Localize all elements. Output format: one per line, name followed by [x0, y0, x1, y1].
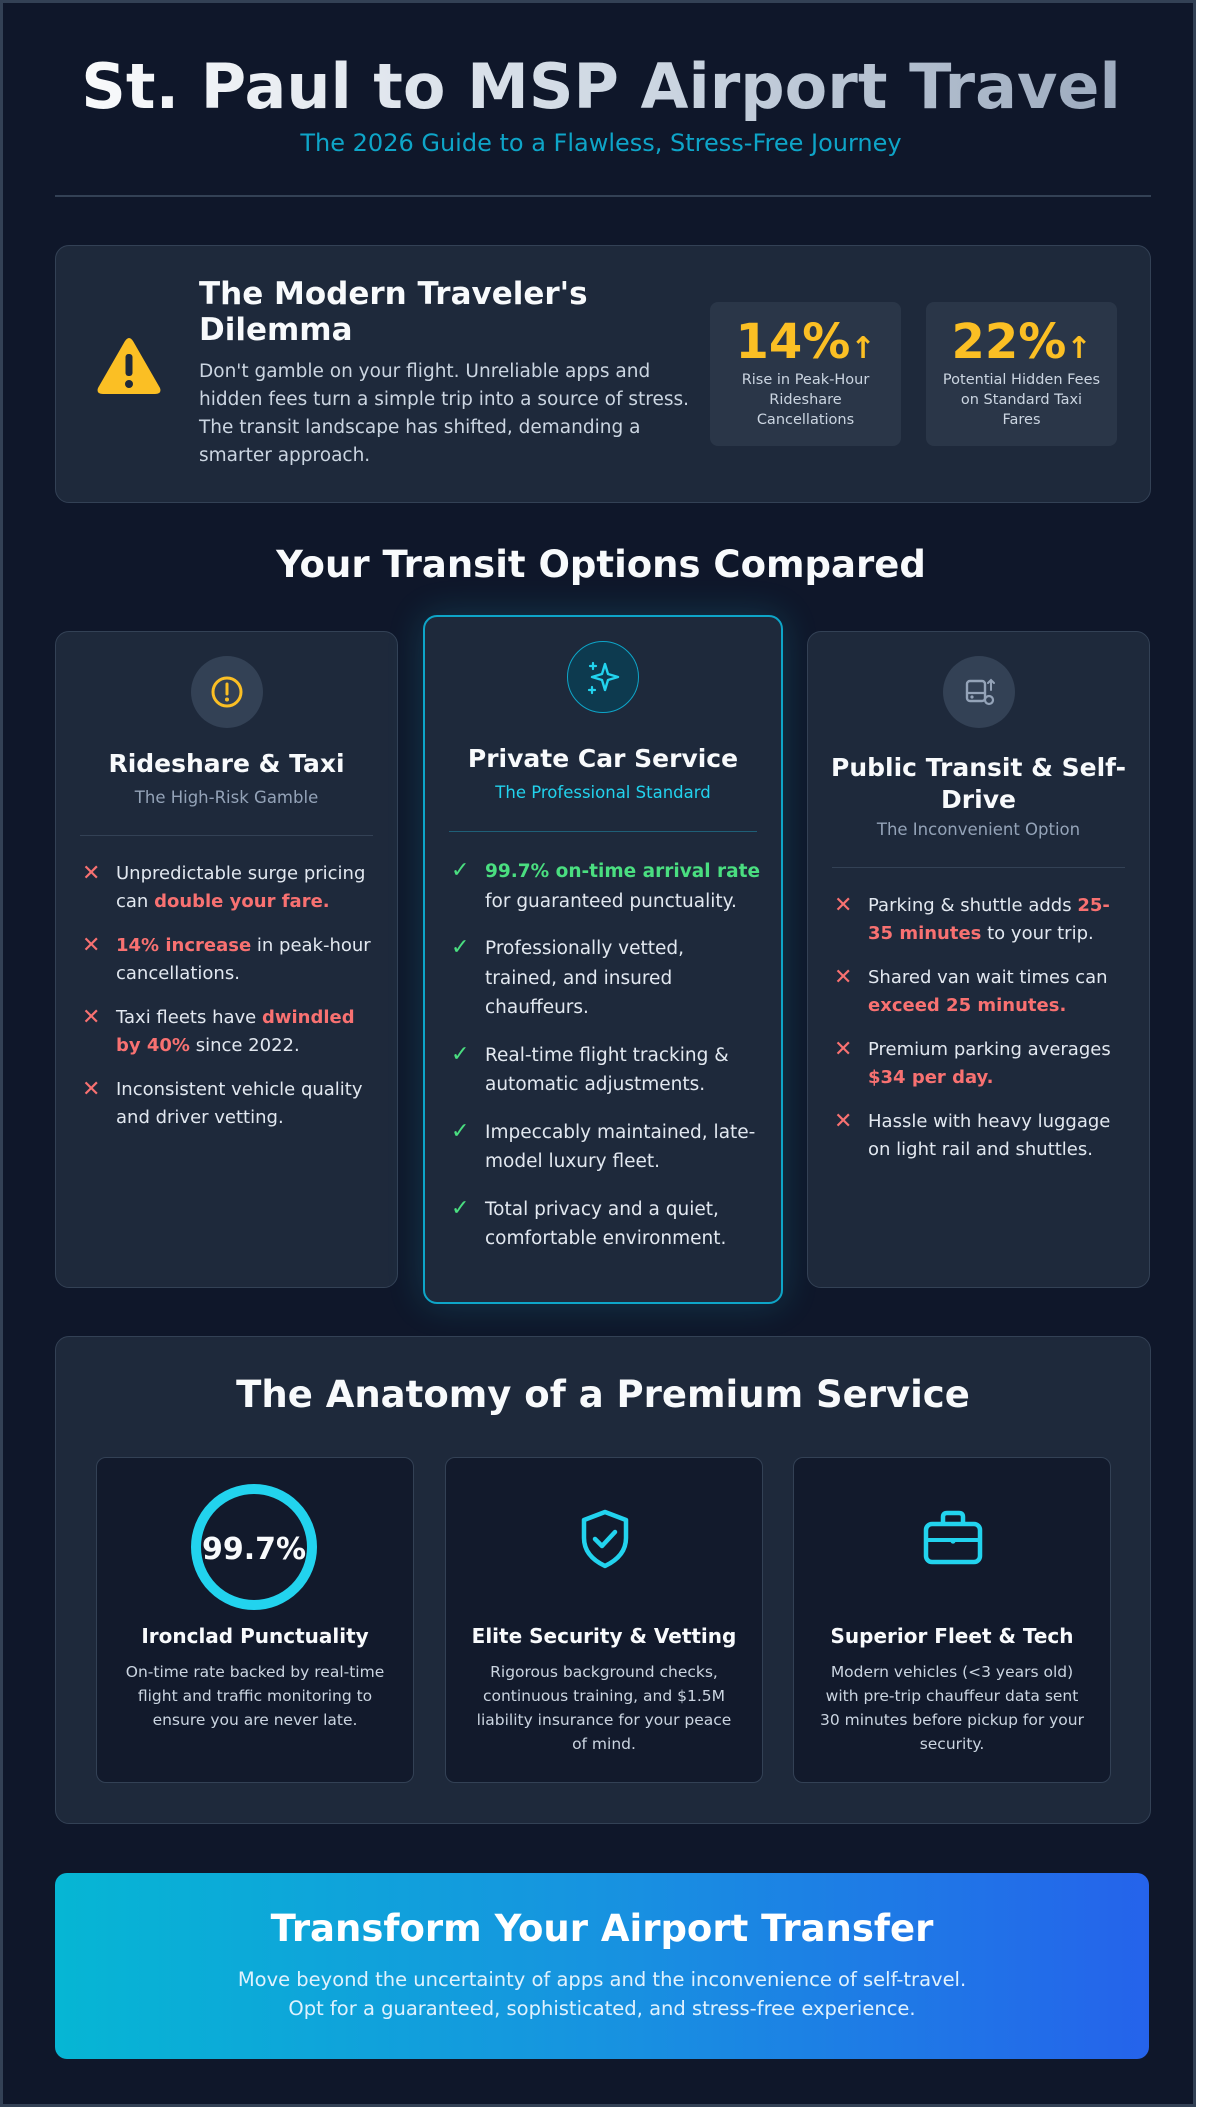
sparkles-icon [586, 660, 622, 696]
dilemma-title: The Modern Traveler's Dilemma [199, 276, 588, 348]
card-divider [449, 831, 757, 832]
feature-title: Superior Fleet & Tech [830, 1624, 1074, 1648]
page-subtitle: The 2026 Guide to a Flawless, Stress-Free Journey [300, 129, 902, 157]
private-title: Private Car Service [467, 744, 739, 773]
private-list [449, 857, 761, 1272]
feature-desc: On-time rate backed by real-time flight and traffic monitoring to ensure you are never late. [125, 1663, 385, 1729]
stat-value: 22%↑ [951, 314, 1092, 370]
dilemma-panel [55, 245, 1151, 503]
cta-title: Transform Your Airport Transfer [270, 1907, 934, 1950]
cta-line-2: Opt for a guaranteed, sophisticated, and stress-free experience. [288, 1997, 916, 2020]
cta-description [55, 1965, 1149, 2023]
rideshare-subtitle: The High-Risk Gamble [134, 788, 319, 807]
feature-card-security [445, 1457, 763, 1783]
public-subtitle: The Inconvenient Option [876, 820, 1081, 839]
list-item: ✕ Hassle with heavy luggage on light rail and shuttles. [834, 1109, 1111, 1160]
check-icon: ✓ [451, 858, 470, 883]
public-icon-badge [943, 656, 1015, 728]
bus-icon [961, 674, 997, 710]
private-icon-badge [567, 641, 639, 713]
punctuality-ring [191, 1484, 317, 1610]
list-item: ✕ Shared van wait times can exceed 25 minutes. [834, 965, 1108, 1016]
shield-check-icon [572, 1506, 638, 1572]
feature-card-fleet [793, 1457, 1111, 1783]
x-icon: ✕ [834, 965, 853, 990]
x-icon: ✕ [82, 1077, 101, 1102]
list-item: ✓ Professionally vetted, trained, and insured chauffeurs. [451, 935, 684, 1018]
stat-label: Potential Hidden Fees on Standard Taxi Fares [942, 372, 1101, 428]
list-item: ✓ Real-time flight tracking & automatic adjustments. [451, 1041, 729, 1095]
option-card-public-transit [807, 631, 1150, 1288]
public-title: Public Transit & Self-Drive [831, 753, 1126, 814]
header-divider [55, 195, 1151, 197]
feature-desc: Modern vehicles (<3 years old) with pre-trip chauffeur data sent 30 minutes before pickup for your security. [820, 1663, 1084, 1753]
list-item: ✕ Inconsistent vehicle quality and driver vetting. [82, 1077, 363, 1128]
comparison-title: Your Transit Options Compared [276, 543, 926, 586]
stat-card-cancellations [710, 302, 901, 446]
check-icon: ✓ [451, 1118, 470, 1144]
x-icon: ✕ [82, 933, 101, 958]
x-icon: ✕ [834, 1037, 853, 1062]
check-icon: ✓ [451, 1041, 470, 1067]
rideshare-title: Rideshare & Taxi [108, 749, 345, 778]
x-icon: ✕ [834, 1109, 853, 1134]
x-icon: ✕ [834, 893, 853, 918]
list-item: ✓ 99.7% on-time arrival rate for guaranteed punctuality. [451, 858, 761, 912]
card-divider [832, 867, 1125, 868]
dilemma-body: Don't gamble on your flight. Unreliable apps and hidden fees turn a simple trip into a source of stress. The transit landscape has shifted, demanding a smarter approach. [199, 361, 689, 466]
card-divider [80, 835, 373, 836]
list-item: ✕ Premium parking averages $34 per day. [834, 1037, 1111, 1088]
cta-line-1: Move beyond the uncertainty of apps and the inconvenience of self-travel. [237, 1968, 967, 1991]
feature-card-punctuality [96, 1457, 414, 1783]
list-item: ✕ 14% increase in peak-hour cancellations. [82, 933, 371, 984]
stat-value: 14%↑ [735, 314, 876, 370]
list-item: ✓ Total privacy and a quiet, comfortable environment. [451, 1195, 727, 1249]
punctuality-metric: 99.7% [201, 1532, 307, 1567]
stat-label: Rise in Peak-Hour Rideshare Cancellations [741, 372, 870, 428]
option-card-rideshare [55, 631, 398, 1288]
feature-title: Ironclad Punctuality [141, 1624, 369, 1648]
page-title: St. Paul to MSP Airport Travel [3, 49, 1199, 125]
stat-card-hidden-fees [926, 302, 1117, 446]
option-card-private [423, 615, 783, 1304]
feature-desc: Rigorous background checks, continuous training, and $1.5M liability insurance for your peace of mind. [476, 1663, 732, 1753]
list-item: ✕ Taxi fleets have dwindled by 40% since 2022. [82, 1005, 355, 1056]
private-subtitle: The Professional Standard [495, 783, 711, 802]
public-list [832, 892, 1129, 1180]
check-icon: ✓ [451, 1195, 470, 1221]
alert-circle-icon [209, 674, 245, 710]
check-icon: ✓ [451, 935, 470, 960]
x-icon: ✕ [82, 861, 101, 886]
arrow-up-icon: ↑ [850, 331, 876, 366]
warning-triangle-icon [96, 336, 162, 396]
rideshare-list [80, 860, 377, 1148]
anatomy-title: The Anatomy of a Premium Service [236, 1373, 970, 1416]
briefcase-icon [920, 1506, 986, 1572]
feature-title: Elite Security & Vetting [471, 1624, 737, 1648]
list-item: ✕ Parking & shuttle adds 25-35 minutes to your trip. [834, 893, 1110, 944]
rideshare-icon-badge [191, 656, 263, 728]
anatomy-panel [55, 1336, 1151, 1824]
arrow-up-icon: ↑ [1066, 331, 1092, 366]
list-item: ✕ Unpredictable surge pricing can double your fare. [82, 861, 366, 912]
x-icon: ✕ [82, 1005, 101, 1030]
cta-banner [55, 1873, 1149, 2059]
list-item: ✓ Impeccably maintained, late-model luxury fleet. [451, 1118, 756, 1172]
